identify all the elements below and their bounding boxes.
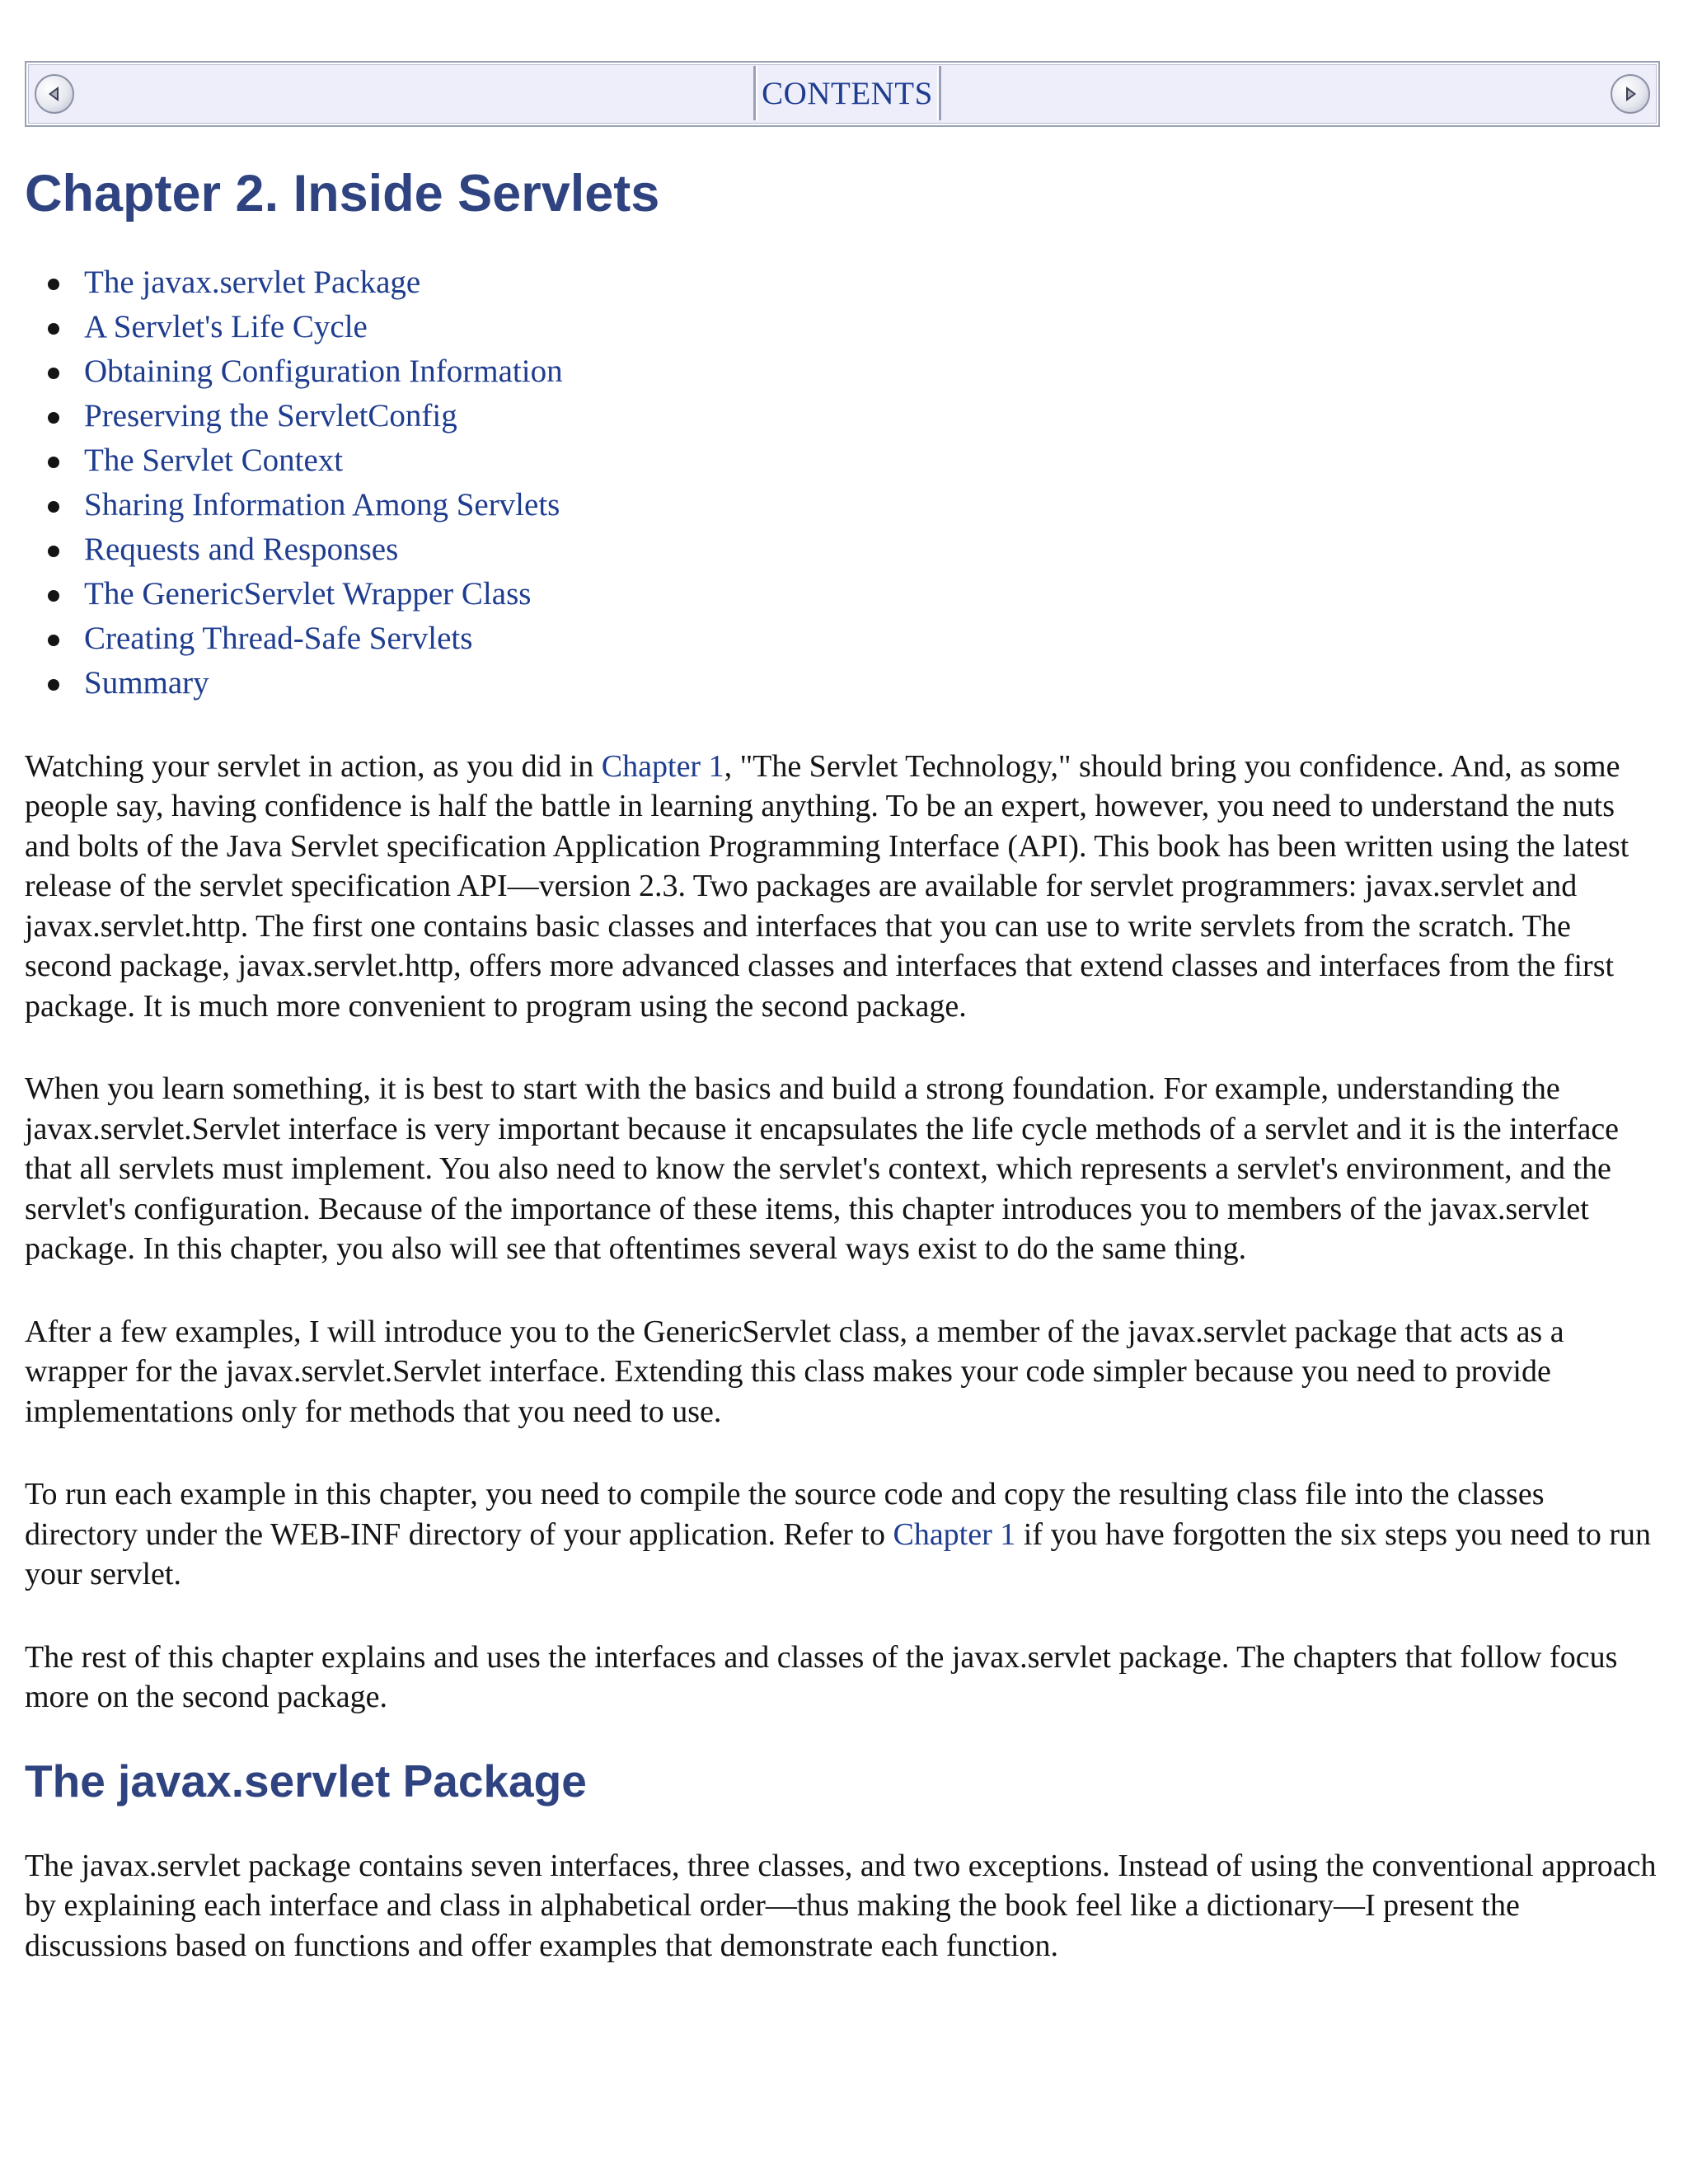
toc-link[interactable]: Creating Thread-Safe Servlets [84,620,473,656]
bullet-icon [48,501,59,513]
toc-item [84,260,1663,305]
contents-link[interactable]: CONTENTS [762,75,933,111]
bullet-icon [48,679,59,691]
text-span: , "The Servlet Technology," should bring you confidence. And, as some people say, having confidence is half the battle in learning anything. To be an expert, however, you need to understand the nuts and bolts of the Java Servlet specification Application Programming Interface (API). This book has been written using the latest release of the servlet specification API—version 2.3. Two packages are available for servlet programmers: javax.servlet and javax.servlet.http. The first one contains basic classes and interfaces that you can use to write servlets from the scratch. The second package, javax.servlet.http, offers more advanced classes and interfaces that extend classes and interfaces from the first package. It is much more convenient to program using the second package. [25,748,1629,1024]
chapter-1-link[interactable]: Chapter 1 [601,748,724,784]
toc-item [84,661,1663,705]
bullet-icon [48,323,59,335]
toc-link[interactable]: The javax.servlet Package [84,264,421,300]
bullet-icon [48,546,59,557]
page [25,61,1663,1966]
intro-paragraph-2: When you learn something, it is best to start with the basics and build a strong foundation. For example, understanding the javax.servlet.Servlet interface is very important because it encapsulates the life cycle methods of a servlet and it is the interface that all servlets must implement. You also need to know the servlet's context, which represents a servlet's environment, and the servlet's configuration. Because of the importance of these items, this chapter introduces you to members of the javax.servlet package. In this chapter, you also will see that oftentimes several ways exist to do the same thing. [25,1071,1620,1267]
intro-paragraph-4 [25,1474,1663,1595]
text-span: Watching your servlet in action, as you did in [25,748,602,784]
toc-link[interactable]: Summary [84,664,209,701]
toc-link[interactable]: Requests and Responses [84,531,399,567]
chapter-title: Chapter 2. Inside Servlets [25,165,660,223]
bullet-icon [48,635,59,646]
arrow-right-icon [1618,82,1643,106]
toc-item [84,527,1663,572]
toc-item [84,305,1663,349]
toc-link[interactable]: Sharing Information Among Servlets [84,486,560,523]
toc-link[interactable]: Preserving the ServletConfig [84,397,457,434]
section-title: The javax.servlet Package [25,1755,587,1807]
arrow-left-icon [42,82,67,106]
toc-item [84,349,1663,394]
toc-link[interactable]: The GenericServlet Wrapper Class [84,575,532,612]
toc-link[interactable]: Obtaining Configuration Information [84,353,563,389]
bullet-icon [48,590,59,602]
previous-page-button[interactable] [35,74,74,114]
toc-item [84,572,1663,616]
toc-item [84,616,1663,661]
toc-link[interactable]: A Servlet's Life Cycle [84,308,368,344]
section-paragraph: The javax.servlet package contains seven interfaces, three classes, and two exceptions. Instead of using the conventional approach by explaining each interface and class in alphabetical order—thus making the book feel like a dictionary—I present the discussions based on functions and offer examples that demonstrate each function. [25,1848,1657,1963]
navigation-bar [25,61,1660,127]
toc-item [84,483,1663,527]
bullet-icon [48,368,59,379]
next-page-button[interactable] [1611,74,1650,114]
toc-item [84,438,1663,483]
toc-item [84,394,1663,438]
text-span: To run each example in this chapter, you need to compile the source code and copy the resulting class file into the classes directory under the WEB-INF directory of your application. Refer to [25,1477,1545,1552]
intro-paragraph-1 [25,747,1663,1027]
bullet-icon [48,412,59,424]
toc-link[interactable]: The Servlet Context [84,442,344,478]
text-span: if you have forgotten the six steps you need to run your servlet. [25,1516,1652,1592]
bullet-icon [48,457,59,468]
contents-cell [753,66,941,120]
intro-paragraph-3: After a few examples, I will introduce you to the GenericServlet class, a member of the javax.servlet package that acts as a wrapper for the javax.servlet.Servlet interface. Extending this class makes your code simpler because you need to provide implementations only for methods that you need to use. [25,1314,1564,1429]
chapter-1-link[interactable]: Chapter 1 [893,1516,1016,1552]
intro-paragraph-5: The rest of this chapter explains and uses the interfaces and classes of the javax.servlet package. The chapters that follow focus more on the second package. [25,1639,1618,1715]
bullet-icon [48,279,59,290]
chapter-toc [25,260,1663,705]
